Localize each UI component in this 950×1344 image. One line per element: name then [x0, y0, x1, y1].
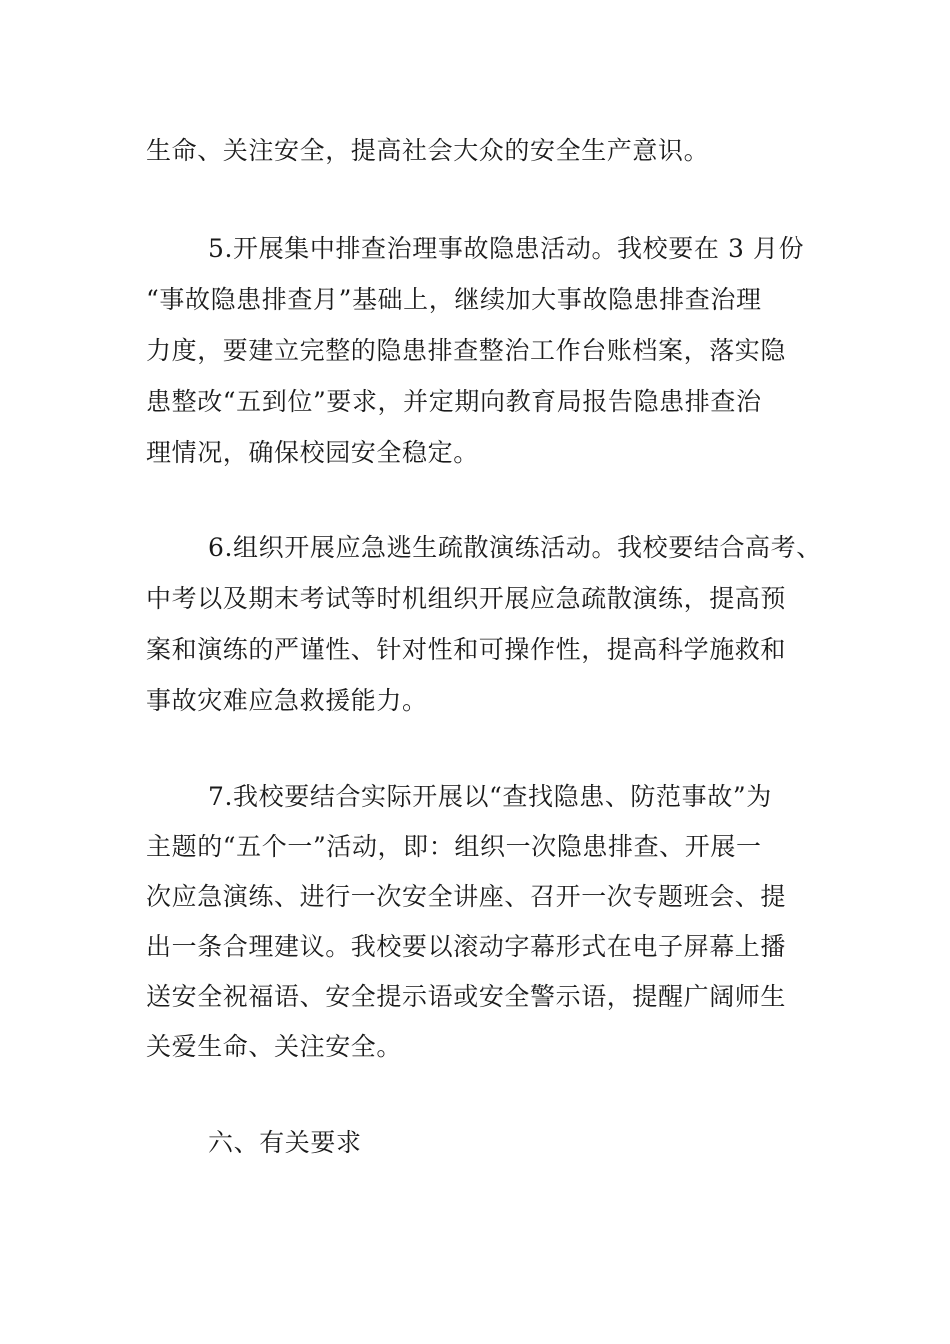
section-heading: 六、有关要求: [208, 1128, 362, 1157]
paragraph-line: 理情况，确保校园安全稳定。: [146, 438, 479, 467]
paragraph-line: 出一条合理建议。我校要以滚动字幕形式在电子屏幕上播: [146, 932, 787, 961]
paragraph-line: 患整改“五到位”要求，并定期向教育局报告隐患排查治: [146, 387, 762, 416]
paragraph-line: 送安全祝福语、安全提示语或安全警示语，提醒广阔师生: [146, 982, 787, 1011]
paragraph-line: 7.我校要结合实际开展以“查找隐患、防范事故”为: [208, 782, 772, 811]
paragraph-line: 事故灾难应急救援能力。: [146, 686, 428, 715]
paragraph-line: 生命、关注安全，提高社会大众的安全生产意识。: [146, 136, 710, 165]
paragraph-line: 5.开展集中排查治理事故隐患活动。我校要在 3 月份: [208, 234, 805, 263]
paragraph-line: 关爱生命、关注安全。: [146, 1032, 403, 1061]
paragraph-line: “事故隐患排查月”基础上，继续加大事故隐患排查治理: [146, 285, 762, 314]
paragraph-line: 6.组织开展应急逃生疏散演练活动。我校要结合高考、: [208, 533, 822, 562]
paragraph-line: 案和演练的严谨性、针对性和可操作性，提高科学施救和: [146, 635, 787, 664]
paragraph-line: 次应急演练、进行一次安全讲座、召开一次专题班会、提: [146, 882, 787, 911]
paragraph-line: 主题的“五个一”活动，即：组织一次隐患排查、开展一: [146, 832, 762, 861]
paragraph-line: 力度，要建立完整的隐患排查整治工作台账档案，落实隐: [146, 336, 787, 365]
paragraph-line: 中考以及期末考试等时机组织开展应急疏散演练，提高预: [146, 584, 787, 613]
